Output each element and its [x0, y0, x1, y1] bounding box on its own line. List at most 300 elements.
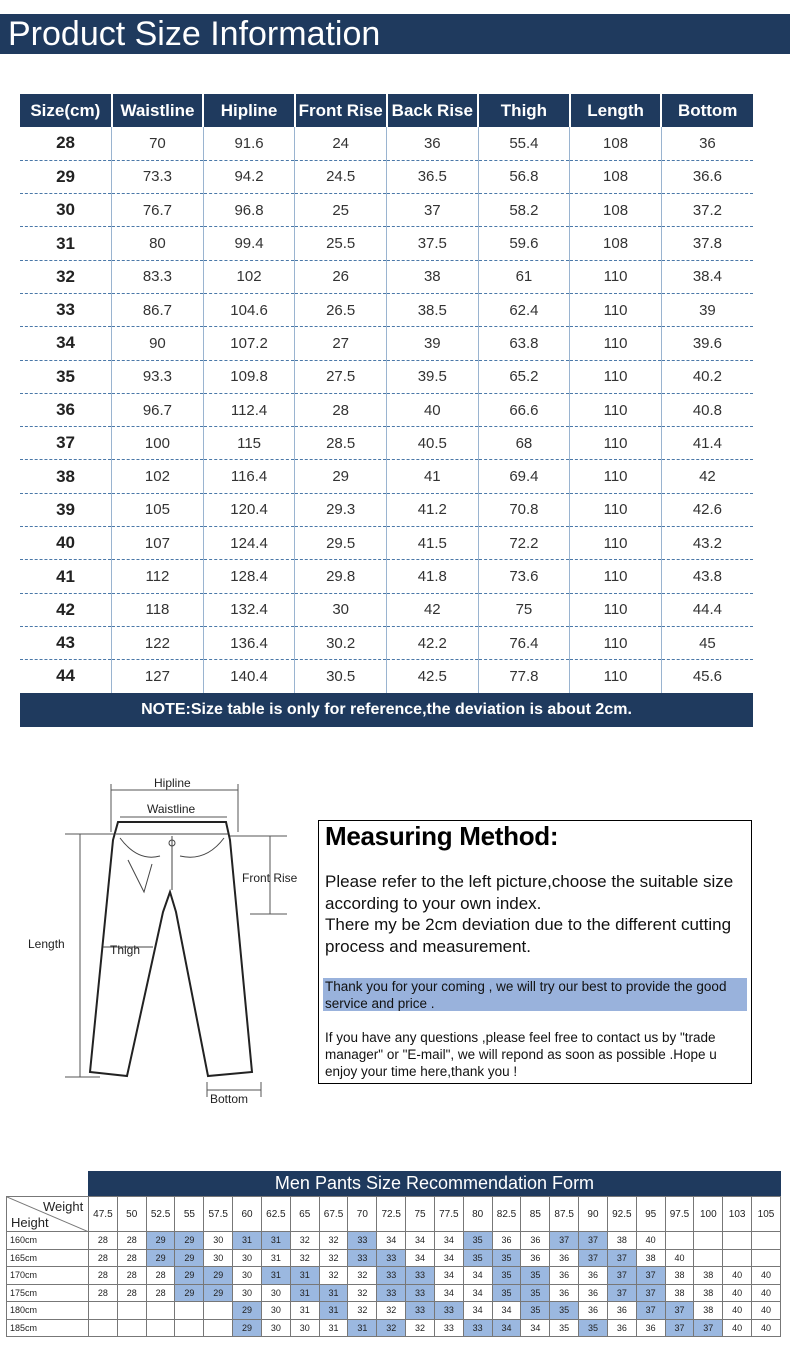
recommend-cell: 34 [434, 1284, 463, 1302]
size-row [20, 327, 753, 360]
size-cell: 41 [387, 460, 479, 493]
recommend-cell: 34 [492, 1319, 521, 1337]
size-cell: 110 [570, 327, 662, 360]
recommend-cell: 33 [434, 1319, 463, 1337]
recommend-cell: 34 [463, 1267, 492, 1285]
recommend-cell [723, 1249, 752, 1267]
recommend-cell: 29 [204, 1267, 233, 1285]
size-cell: 25.5 [295, 227, 387, 260]
size-label: 44 [20, 660, 112, 693]
size-cell: 29.3 [295, 493, 387, 526]
size-col-header: Length [570, 94, 662, 127]
recommend-cell: 36 [579, 1284, 608, 1302]
size-cell: 110 [570, 527, 662, 560]
recommend-cell: 30 [261, 1319, 290, 1337]
weight-header: 77.5 [434, 1197, 463, 1232]
recommend-cell: 40 [723, 1267, 752, 1285]
recommend-cell: 35 [463, 1232, 492, 1250]
size-cell: 110 [570, 260, 662, 293]
size-cell: 39 [661, 293, 753, 326]
recommend-cell: 33 [377, 1267, 406, 1285]
method-paragraph: Please refer to the left picture,choose the suitable size according to your own index. [325, 872, 734, 913]
recommend-cell: 34 [463, 1302, 492, 1320]
size-cell: 38.5 [387, 293, 479, 326]
recommend-cell: 40 [752, 1284, 781, 1302]
recommend-cell: 29 [175, 1267, 204, 1285]
size-cell: 110 [570, 293, 662, 326]
size-cell: 107 [112, 527, 204, 560]
height-row [7, 1284, 781, 1302]
height-cell: 175cm [7, 1284, 89, 1302]
recommendation-form [6, 1171, 781, 1334]
size-cell: 77.8 [478, 660, 570, 693]
size-cell: 73.3 [112, 160, 204, 193]
size-cell: 43.2 [661, 527, 753, 560]
size-cell: 26.5 [295, 293, 387, 326]
recommend-cell: 35 [492, 1284, 521, 1302]
size-cell: 86.7 [112, 293, 204, 326]
weight-header: 50 [117, 1197, 146, 1232]
bottom-label: Bottom [210, 1092, 249, 1106]
weight-header: 90 [579, 1197, 608, 1232]
size-row [20, 560, 753, 593]
size-cell: 110 [570, 393, 662, 426]
size-cell: 96.8 [203, 194, 295, 227]
weight-header: 80 [463, 1197, 492, 1232]
recommend-cell: 36 [607, 1319, 636, 1337]
size-label: 37 [20, 427, 112, 460]
recommend-cell: 37 [550, 1232, 579, 1250]
recommend-cell: 30 [261, 1284, 290, 1302]
size-row [20, 194, 753, 227]
recommend-cell: 33 [348, 1232, 377, 1250]
recommend-cell: 31 [319, 1284, 348, 1302]
size-cell: 42.6 [661, 493, 753, 526]
size-cell: 120.4 [203, 493, 295, 526]
recommend-cell [117, 1319, 146, 1337]
size-cell: 105 [112, 493, 204, 526]
size-cell: 110 [570, 360, 662, 393]
size-cell: 44.4 [661, 593, 753, 626]
recommend-cell [175, 1319, 204, 1337]
size-cell: 40.2 [661, 360, 753, 393]
recommend-cell: 36 [550, 1284, 579, 1302]
front-rise-label: Front Rise [242, 871, 298, 885]
size-cell: 68 [478, 427, 570, 460]
recommend-cell: 31 [290, 1284, 319, 1302]
weight-header: 60 [233, 1197, 262, 1232]
size-table-body [20, 127, 753, 693]
size-label: 39 [20, 493, 112, 526]
recommend-cell: 28 [117, 1284, 146, 1302]
recommend-cell: 32 [290, 1232, 319, 1250]
recommend-cell: 36 [607, 1302, 636, 1320]
size-cell: 36 [387, 127, 479, 160]
size-col-header: Size(cm) [20, 94, 112, 127]
recommend-cell: 32 [377, 1319, 406, 1337]
height-row [7, 1319, 781, 1337]
size-cell: 39.6 [661, 327, 753, 360]
recommend-cell: 35 [492, 1267, 521, 1285]
recommend-cell: 28 [89, 1232, 118, 1250]
recommend-cell: 35 [521, 1284, 550, 1302]
size-cell: 91.6 [203, 127, 295, 160]
recommend-cell: 40 [636, 1232, 665, 1250]
recommend-cell: 36 [579, 1267, 608, 1285]
size-cell: 108 [570, 160, 662, 193]
weight-header: 85 [521, 1197, 550, 1232]
weight-row [7, 1197, 781, 1232]
size-cell: 45.6 [661, 660, 753, 693]
size-label: 43 [20, 626, 112, 659]
method-body [325, 871, 749, 957]
size-cell: 29.5 [295, 527, 387, 560]
recommend-cell: 38 [636, 1249, 665, 1267]
weight-header: 67.5 [319, 1197, 348, 1232]
recommend-cell: 33 [406, 1302, 435, 1320]
height-cell: 170cm [7, 1267, 89, 1285]
recommend-cell: 37 [665, 1319, 694, 1337]
size-cell: 58.2 [478, 194, 570, 227]
recommend-cell: 34 [434, 1249, 463, 1267]
recommend-cell: 29 [204, 1284, 233, 1302]
recommend-cell [694, 1249, 723, 1267]
size-cell: 61 [478, 260, 570, 293]
size-row [20, 360, 753, 393]
size-cell: 69.4 [478, 460, 570, 493]
recommend-cell: 34 [463, 1284, 492, 1302]
size-cell: 37.5 [387, 227, 479, 260]
recommend-cell: 33 [348, 1249, 377, 1267]
size-cell: 42.5 [387, 660, 479, 693]
recommend-cell [146, 1319, 175, 1337]
weight-header: 72.5 [377, 1197, 406, 1232]
recommend-cell: 38 [665, 1284, 694, 1302]
size-cell: 36.5 [387, 160, 479, 193]
size-table-header [20, 94, 753, 127]
size-note: NOTE:Size table is only for reference,the deviation is about 2cm. [20, 693, 753, 727]
size-cell: 83.3 [112, 260, 204, 293]
size-row [20, 660, 753, 693]
recommend-cell: 34 [434, 1267, 463, 1285]
recommend-cell [204, 1319, 233, 1337]
recommend-cell: 40 [723, 1302, 752, 1320]
size-cell: 110 [570, 626, 662, 659]
size-cell: 42 [661, 460, 753, 493]
size-cell: 24 [295, 127, 387, 160]
recommend-cell: 35 [550, 1319, 579, 1337]
size-cell: 66.6 [478, 393, 570, 426]
weight-header: 57.5 [204, 1197, 233, 1232]
recommend-cell: 35 [521, 1267, 550, 1285]
size-cell: 43.8 [661, 560, 753, 593]
weight-header: 62.5 [261, 1197, 290, 1232]
size-cell: 72.2 [478, 527, 570, 560]
size-label: 32 [20, 260, 112, 293]
recommend-cell [117, 1302, 146, 1320]
recommend-cell: 28 [146, 1284, 175, 1302]
size-cell: 62.4 [478, 293, 570, 326]
recommend-cell: 30 [233, 1284, 262, 1302]
recommend-cell: 31 [261, 1249, 290, 1267]
height-cell: 185cm [7, 1319, 89, 1337]
recommend-cell: 33 [463, 1319, 492, 1337]
recommend-cell: 36 [550, 1249, 579, 1267]
recommend-cell [89, 1319, 118, 1337]
recommend-cell: 32 [348, 1284, 377, 1302]
size-cell: 108 [570, 194, 662, 227]
recommend-cell: 31 [233, 1232, 262, 1250]
height-cell: 165cm [7, 1249, 89, 1267]
size-cell: 128.4 [203, 560, 295, 593]
size-row [20, 593, 753, 626]
size-cell: 116.4 [203, 460, 295, 493]
size-label: 28 [20, 127, 112, 160]
weight-header: 65 [290, 1197, 319, 1232]
recommend-cell: 40 [723, 1319, 752, 1337]
size-row [20, 127, 753, 160]
weight-header: 82.5 [492, 1197, 521, 1232]
recommend-cell: 37 [636, 1284, 665, 1302]
recommendation-table [6, 1196, 781, 1337]
size-cell: 118 [112, 593, 204, 626]
size-col-header: Bottom [661, 94, 753, 127]
recommend-cell: 40 [665, 1249, 694, 1267]
recommend-cell: 31 [348, 1319, 377, 1337]
recommend-cell: 36 [521, 1249, 550, 1267]
recommend-cell [694, 1232, 723, 1250]
recommend-cell: 38 [694, 1302, 723, 1320]
header-bar [0, 14, 790, 54]
size-cell: 24.5 [295, 160, 387, 193]
size-cell: 28 [295, 393, 387, 426]
size-cell: 40.8 [661, 393, 753, 426]
size-cell: 110 [570, 660, 662, 693]
recommend-cell: 29 [146, 1232, 175, 1250]
size-cell: 122 [112, 626, 204, 659]
size-col-header: Back Rise [387, 94, 479, 127]
size-cell: 42 [387, 593, 479, 626]
size-row [20, 293, 753, 326]
weight-header: 105 [752, 1197, 781, 1232]
recommend-cell: 31 [261, 1267, 290, 1285]
size-label: 31 [20, 227, 112, 260]
recommend-cell: 32 [348, 1302, 377, 1320]
size-cell: 132.4 [203, 593, 295, 626]
size-cell: 108 [570, 227, 662, 260]
size-cell: 41.2 [387, 493, 479, 526]
size-cell: 124.4 [203, 527, 295, 560]
size-cell: 90 [112, 327, 204, 360]
size-row [20, 260, 753, 293]
recommend-cell [89, 1302, 118, 1320]
recommend-cell: 36 [550, 1267, 579, 1285]
size-cell: 56.8 [478, 160, 570, 193]
size-cell: 41.8 [387, 560, 479, 593]
recommend-cell: 38 [607, 1232, 636, 1250]
recommend-cell: 32 [377, 1302, 406, 1320]
recommend-cell: 31 [290, 1267, 319, 1285]
recommend-cell: 33 [406, 1267, 435, 1285]
size-cell: 96.7 [112, 393, 204, 426]
recommend-cell: 34 [521, 1319, 550, 1337]
recommend-cell: 28 [89, 1267, 118, 1285]
size-row [20, 527, 753, 560]
size-cell: 37.8 [661, 227, 753, 260]
recommend-cell: 37 [607, 1267, 636, 1285]
size-cell: 99.4 [203, 227, 295, 260]
size-row [20, 493, 753, 526]
size-cell: 29 [295, 460, 387, 493]
hipline-label: Hipline [154, 776, 191, 790]
size-row [20, 626, 753, 659]
size-label: 35 [20, 360, 112, 393]
height-label: Height [11, 1215, 49, 1230]
recommend-cell: 29 [233, 1302, 262, 1320]
size-cell: 55.4 [478, 127, 570, 160]
recommend-cell: 29 [175, 1232, 204, 1250]
size-table [20, 94, 753, 694]
weight-header: 75 [406, 1197, 435, 1232]
measuring-method-box [318, 820, 752, 1084]
recommend-cell: 36 [579, 1302, 608, 1320]
size-cell: 75 [478, 593, 570, 626]
weight-header: 103 [723, 1197, 752, 1232]
size-label: 36 [20, 393, 112, 426]
size-cell: 30.2 [295, 626, 387, 659]
size-col-header: Hipline [203, 94, 295, 127]
recommend-cell: 32 [319, 1249, 348, 1267]
recommend-cell: 31 [319, 1302, 348, 1320]
recommend-cell: 30 [261, 1302, 290, 1320]
recommend-cell: 37 [579, 1249, 608, 1267]
weight-header: 97.5 [665, 1197, 694, 1232]
pants-diagram [20, 772, 310, 1112]
recommend-cell: 37 [665, 1302, 694, 1320]
size-cell: 110 [570, 560, 662, 593]
recommend-cell: 37 [607, 1249, 636, 1267]
recommend-cell: 34 [377, 1232, 406, 1250]
recommend-cell: 33 [377, 1249, 406, 1267]
size-cell: 39 [387, 327, 479, 360]
height-row [7, 1232, 781, 1250]
recommend-cell: 28 [117, 1249, 146, 1267]
recommend-cell: 31 [319, 1319, 348, 1337]
recommend-cell: 36 [636, 1319, 665, 1337]
length-label: Length [28, 937, 65, 951]
weight-header: 100 [694, 1197, 723, 1232]
page-title: Product Size Information [8, 15, 381, 53]
recommend-cell [752, 1249, 781, 1267]
size-cell: 102 [203, 260, 295, 293]
size-label: 42 [20, 593, 112, 626]
height-cell: 180cm [7, 1302, 89, 1320]
recommend-cell: 29 [146, 1249, 175, 1267]
recommend-cell: 33 [434, 1302, 463, 1320]
recommend-cell: 32 [348, 1267, 377, 1285]
thigh-label: Thigh [110, 943, 141, 957]
size-cell: 26 [295, 260, 387, 293]
size-label: 29 [20, 160, 112, 193]
size-cell: 102 [112, 460, 204, 493]
size-cell: 29.8 [295, 560, 387, 593]
weight-header: 70 [348, 1197, 377, 1232]
size-cell: 38.4 [661, 260, 753, 293]
recommend-cell: 28 [89, 1249, 118, 1267]
size-label: 34 [20, 327, 112, 360]
weight-header: 87.5 [550, 1197, 579, 1232]
recommend-cell: 30 [233, 1249, 262, 1267]
recommend-cell: 35 [463, 1249, 492, 1267]
recommend-cell: 40 [752, 1302, 781, 1320]
size-label: 30 [20, 194, 112, 227]
recommend-cell: 35 [492, 1249, 521, 1267]
recommend-cell: 30 [233, 1267, 262, 1285]
size-cell: 65.2 [478, 360, 570, 393]
recommend-cell [752, 1232, 781, 1250]
size-cell: 94.2 [203, 160, 295, 193]
recommend-cell: 30 [204, 1232, 233, 1250]
size-cell: 59.6 [478, 227, 570, 260]
size-cell: 38 [387, 260, 479, 293]
size-cell: 108 [570, 127, 662, 160]
recommend-cell: 37 [579, 1232, 608, 1250]
recommend-cell: 35 [579, 1319, 608, 1337]
size-row [20, 393, 753, 426]
size-cell: 41.5 [387, 527, 479, 560]
recommend-cell: 40 [723, 1284, 752, 1302]
recommend-cell [204, 1302, 233, 1320]
recommend-cell: 28 [89, 1284, 118, 1302]
method-paragraph: There my be 2cm deviation due to the different cutting process and measurement. [325, 915, 732, 956]
size-cell: 110 [570, 460, 662, 493]
size-cell: 80 [112, 227, 204, 260]
waistline-label: Waistline [147, 802, 196, 816]
recommend-cell: 36 [521, 1232, 550, 1250]
method-title: Measuring Method: [325, 821, 559, 851]
recommend-cell: 35 [521, 1302, 550, 1320]
size-cell: 112.4 [203, 393, 295, 426]
size-cell: 115 [203, 427, 295, 460]
recommend-cell: 29 [175, 1284, 204, 1302]
recommend-cell: 34 [406, 1249, 435, 1267]
recommend-cell: 32 [319, 1232, 348, 1250]
size-cell: 93.3 [112, 360, 204, 393]
size-cell: 70.8 [478, 493, 570, 526]
recommend-cell: 37 [607, 1284, 636, 1302]
size-col-header: Front Rise [295, 94, 387, 127]
size-cell: 30.5 [295, 660, 387, 693]
recommend-cell: 30 [204, 1249, 233, 1267]
size-label: 33 [20, 293, 112, 326]
recommend-cell: 33 [406, 1284, 435, 1302]
size-cell: 27 [295, 327, 387, 360]
size-cell: 45 [661, 626, 753, 659]
size-cell: 30 [295, 593, 387, 626]
recommend-cell: 37 [636, 1302, 665, 1320]
recommend-cell [146, 1302, 175, 1320]
size-cell: 127 [112, 660, 204, 693]
method-thanks: Thank you for your coming , we will try our best to provide the good service and price . [323, 978, 747, 1011]
size-cell: 36.6 [661, 160, 753, 193]
size-cell: 36 [661, 127, 753, 160]
height-row [7, 1302, 781, 1320]
recommend-cell: 38 [665, 1267, 694, 1285]
size-cell: 136.4 [203, 626, 295, 659]
size-cell: 40 [387, 393, 479, 426]
recommend-cell: 28 [117, 1232, 146, 1250]
recommend-cell: 33 [377, 1284, 406, 1302]
